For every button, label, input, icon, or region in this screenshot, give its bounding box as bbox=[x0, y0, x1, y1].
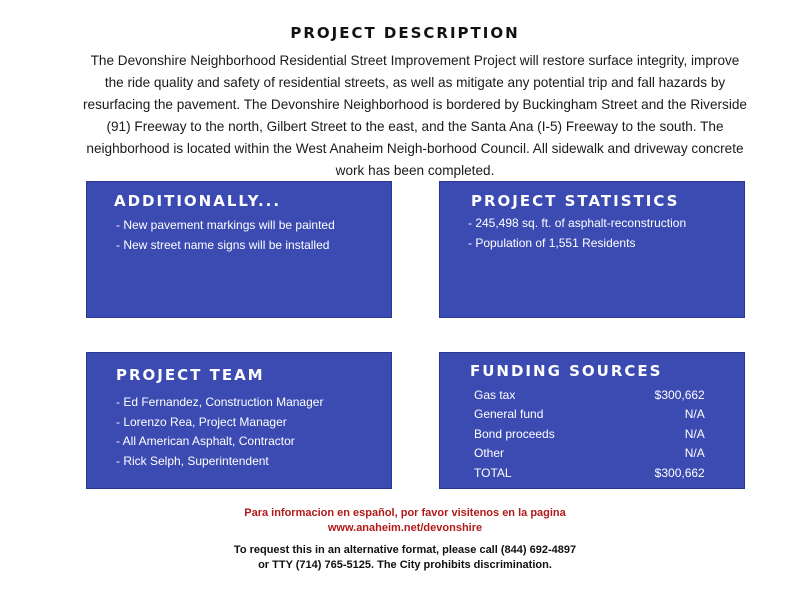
list-item: - 245,498 sq. ft. of asphalt-reconstruction bbox=[468, 216, 687, 230]
table-row bbox=[474, 405, 741, 425]
funding-source: Gas tax bbox=[474, 387, 516, 402]
funding-amount: $300,662 bbox=[654, 465, 705, 480]
funding-amount: N/A bbox=[684, 446, 705, 461]
list-item: - Ed Fernandez, Construction Manager bbox=[116, 395, 324, 409]
spanish-info bbox=[0, 506, 810, 536]
funding-source: Bond proceeds bbox=[474, 426, 555, 441]
table-row bbox=[474, 385, 741, 405]
funding-source: TOTAL bbox=[474, 465, 512, 480]
team-box bbox=[86, 352, 392, 489]
funding-box bbox=[439, 352, 745, 489]
list-item: - New street name signs will be installed bbox=[116, 237, 330, 252]
funding-source: General fund bbox=[474, 407, 544, 422]
spanish-text: Para informacion en español, por favor visitenos en la pagina bbox=[244, 507, 566, 519]
page-title: PROJECT DESCRIPTION bbox=[290, 24, 520, 42]
list-item: - Lorenzo Rea, Project Manager bbox=[116, 414, 287, 429]
table-row bbox=[474, 444, 741, 464]
footer-line: To request this in an alternative format, please call (844) 692-4897 bbox=[233, 544, 577, 556]
funding-table bbox=[474, 385, 741, 483]
project-description: The Devonshire Neighborhood Residential Street Improvement Project will restore surface integrity, improve the ride quality and safety of residential streets, as well as mitigate any potential trip and fall hazards by resurfacing the pavement. The Devonshire Neighborhood is bordered by Buckingham Street and the Riverside (91) Freeway to the north, Gilbert Street to the east, and the Santa Ana (I-5) Freeway to the south. The neighborhood is located within the West Anaheim Neigh-borhood Council. All sidewalk and driveway concrete work has been completed. bbox=[83, 53, 747, 178]
additionally-heading: ADDITIONALLY... bbox=[114, 192, 282, 210]
funding-heading: FUNDING SOURCES bbox=[470, 362, 663, 380]
list-item: - Rick Selph, Superintendent bbox=[116, 453, 269, 468]
list-item: - Population of 1,551 Residents bbox=[468, 235, 636, 250]
funding-source: Other bbox=[474, 446, 505, 461]
statistics-list bbox=[468, 214, 686, 253]
list-item: - All American Asphalt, Contractor bbox=[116, 434, 295, 448]
accessibility-notice bbox=[0, 543, 810, 573]
team-heading: PROJECT TEAM bbox=[116, 366, 265, 384]
footer-line: or TTY (714) 765-5125. The City prohibits discrimination. bbox=[258, 559, 552, 571]
statistics-box bbox=[439, 181, 745, 318]
team-list bbox=[116, 393, 323, 471]
funding-amount: N/A bbox=[684, 407, 705, 422]
additionally-list bbox=[116, 216, 335, 255]
statistics-heading: PROJECT STATISTICS bbox=[471, 192, 680, 210]
funding-amount: N/A bbox=[684, 426, 705, 441]
additionally-box bbox=[86, 181, 392, 318]
list-item: - New pavement markings will be painted bbox=[116, 218, 335, 232]
table-row bbox=[474, 424, 741, 444]
spanish-link[interactable]: www.anaheim.net/devonshire bbox=[327, 522, 483, 534]
funding-amount: $300,662 bbox=[654, 387, 705, 402]
table-row bbox=[474, 463, 741, 483]
